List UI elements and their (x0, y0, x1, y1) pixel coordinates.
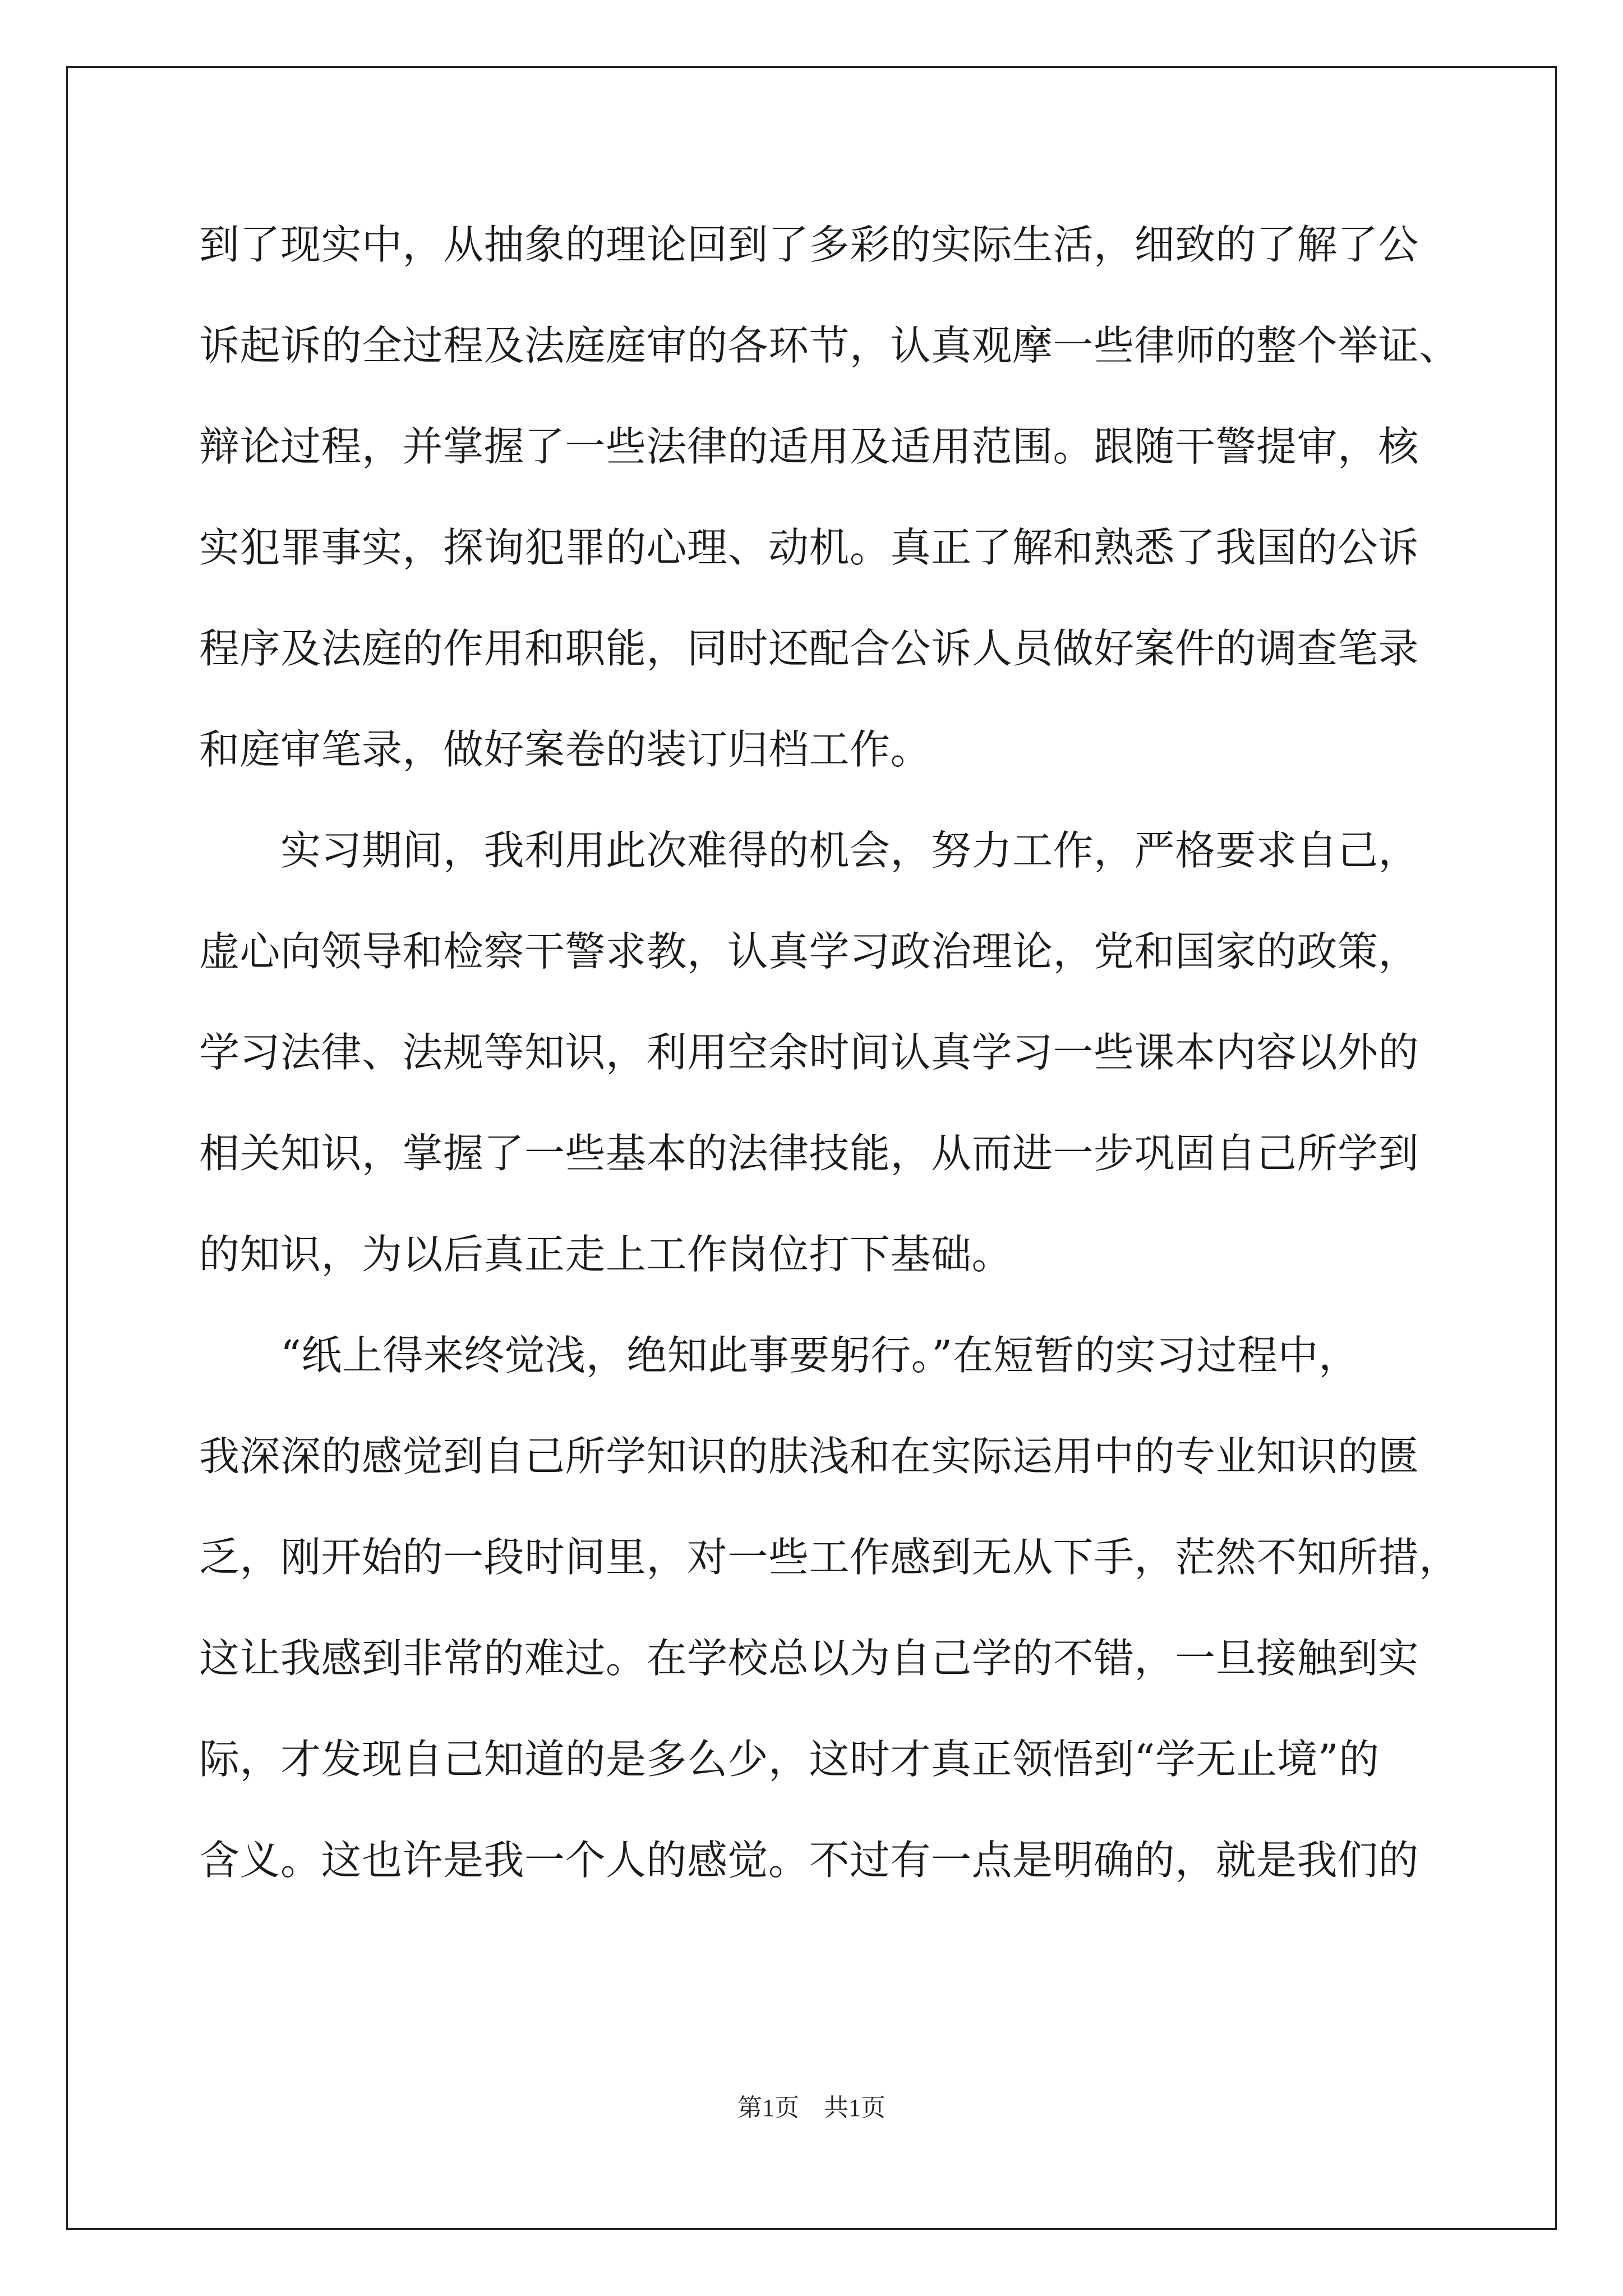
body-text-line: 辩论过程，并掌握了一些法律的适用及适用范围。跟随干警提审，核 (199, 423, 1419, 470)
paragraph-first-line: “纸上得来终觉浅，绝知此事要躬行。”在短暂的实习过程中， (280, 1332, 1359, 1379)
body-text-line: 学习法律、法规等知识，利用空余时间认真学习一些课本内容以外的 (199, 1029, 1419, 1076)
body-text-line: 到了现实中，从抽象的理论回到了多彩的实际生活，细致的了解了公 (199, 221, 1419, 268)
body-text-line: 我深深的感觉到自己所学知识的肤浅和在实际运用中的专业知识的匮 (199, 1433, 1419, 1480)
body-text-line: 乏，刚开始的一段时间里，对一些工作感到无从下手，茫然不知所措， (199, 1534, 1460, 1581)
body-text-line: 诉起诉的全过程及法庭庭审的各环节，认真观摩一些律师的整个举证、 (199, 322, 1460, 369)
page-footer: 第1页 共1页 (737, 2094, 886, 2122)
body-text-line: 实犯罪事实，探询犯罪的心理、动机。真正了解和熟悉了我国的公诉 (199, 524, 1419, 571)
body-text-line: 相关知识，掌握了一些基本的法律技能，从而进一步巩固自己所学到 (199, 1130, 1419, 1177)
body-text-line: 际，才发现自己知道的是多么少，这时才真正领悟到“学无止境”的 (199, 1736, 1380, 1783)
body-text-line: 的知识，为以后真正走上工作岗位打下基础。 (199, 1231, 1013, 1278)
paragraph-first-line: 实习期间，我利用此次难得的机会，努力工作，严格要求自己， (280, 827, 1419, 874)
body-text-line: 和庭审笔录，做好案卷的装订归档工作。 (199, 726, 932, 773)
body-text-line: 这让我感到非常的难过。在学校总以为自己学的不错，一旦接触到实 (199, 1635, 1419, 1682)
body-text-line: 虚心向领导和检察干警求教，认真学习政治理论，党和国家的政策， (199, 928, 1419, 975)
body-text-line: 程序及法庭的作用和职能，同时还配合公诉人员做好案件的调查笔录 (199, 625, 1419, 672)
body-text-line: 含义。这也许是我一个人的感觉。不过有一点是明确的，就是我们的 (199, 1837, 1419, 1884)
